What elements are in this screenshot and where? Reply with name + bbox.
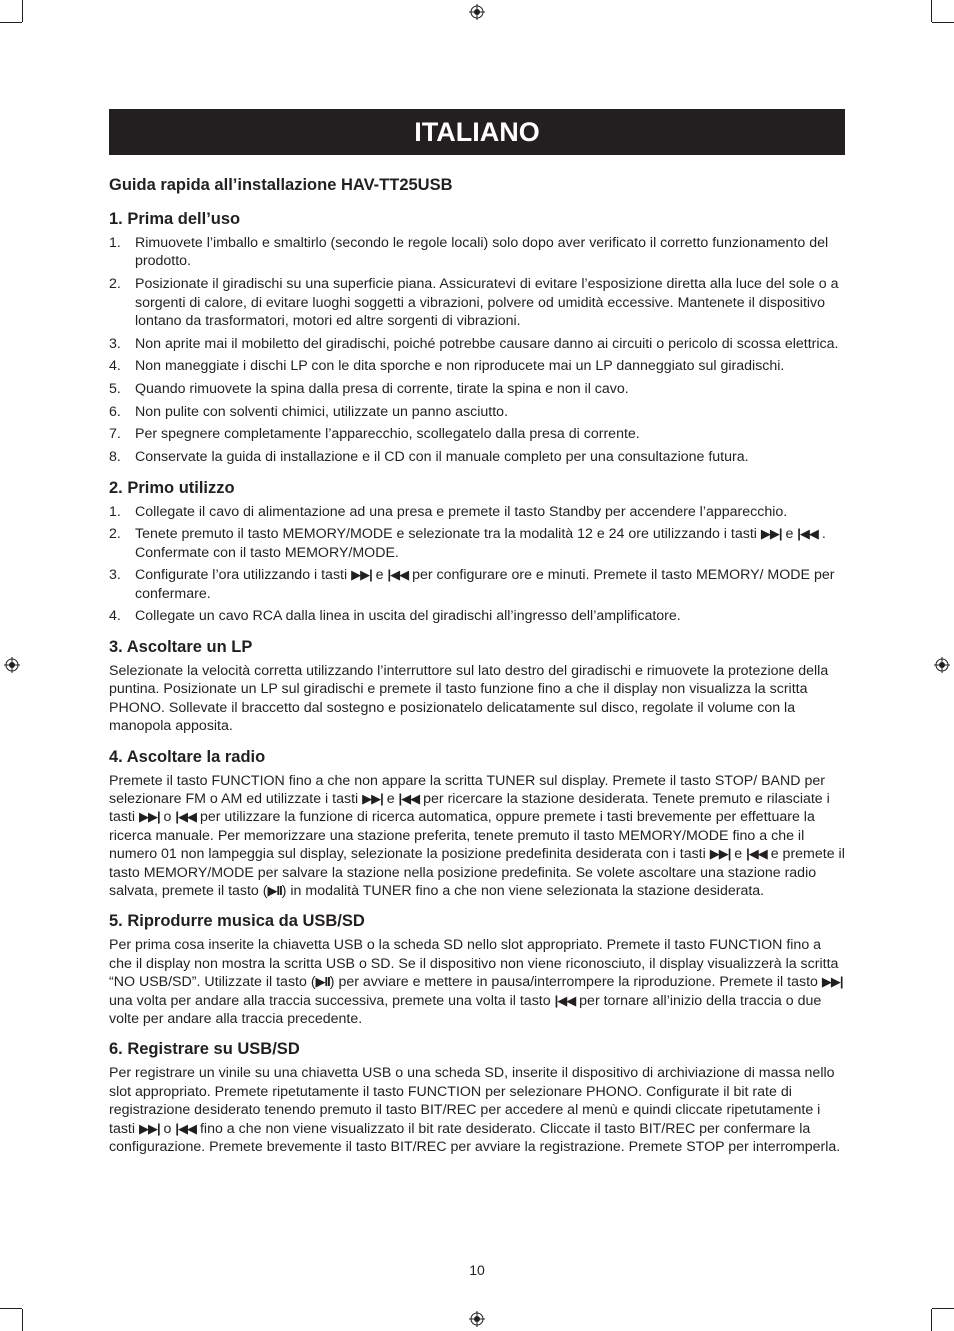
document-title: Guida rapida all’installazione HAV-TT25USB	[109, 176, 453, 194]
page-number: 10	[469, 1262, 485, 1278]
registration-mark-icon	[469, 1311, 485, 1327]
list-item	[109, 448, 846, 466]
list-item-text: . Confermate con il tasto MEMORY/MODE.	[135, 526, 826, 561]
next-track-icon: ▶▶|	[760, 526, 782, 542]
list-item	[109, 525, 846, 562]
list-number: 3.	[109, 567, 121, 584]
list-item	[109, 357, 846, 375]
list-item	[109, 335, 846, 353]
section-heading: 1. Prima dell’uso	[109, 210, 241, 228]
previous-track-icon: |◀◀	[175, 1120, 197, 1136]
next-track-icon: ▶▶|	[351, 567, 372, 583]
list-item	[109, 380, 846, 398]
paragraph-text: una volta per andare alla traccia successiva, premete una volta il tasto	[109, 992, 555, 1009]
previous-track-icon: |◀◀	[554, 992, 576, 1008]
list-item-text: Rimuovete l’imballo e smaltirlo (secondo le regole locali) solo dopo aver verificato il corretto funzionamento del prodotto.	[135, 235, 829, 270]
section-paragraph: Selezionate la velocità corretta utilizzando l’interruttore sul lato destro del giradischi e rimuovete la protezione della puntina. Posizionate un LP sul giradischi e premete il tasto funzione fino a che il display non visualizza la scritta PHONO. Sollevate il braccetto dal sostegno e posizionatelo delicatamente sul disco, regolate il volume con la manopola apposita.	[109, 662, 829, 735]
list-number: 6.	[109, 403, 121, 420]
crop-mark-tl-h	[0, 22, 22, 23]
list-item-text: Posizionate il giradischi su una superficie piana. Assicuratevi di evitare l’esposizione diretta alla luce del sole o a sorgenti di calore, di evitare luoghi soggetti a vibrazioni, polvere od umidità eccessive. Mantenete il dispositivo lontano da trasformatori, motori ed altre sorgenti di vibrazioni.	[135, 276, 839, 329]
crop-mark-br-v	[931, 1309, 932, 1331]
list-number: 8.	[109, 449, 121, 466]
section-riprodurre-usb-sd	[109, 911, 846, 1028]
list-item-text: e	[781, 526, 798, 543]
previous-track-icon: |◀◀	[797, 526, 818, 542]
next-track-icon: ▶▶|	[138, 1120, 160, 1136]
list-item-text: Non pulite con solventi chimici, utilizzate un panno asciutto.	[135, 403, 509, 420]
list-number: 1.	[109, 503, 121, 520]
paragraph-text: o	[159, 1120, 176, 1137]
list-number: 4.	[109, 608, 121, 625]
list-number: 4.	[109, 358, 121, 375]
play-pause-icon: ▶II	[267, 882, 282, 898]
section-registrare-usb-sd	[109, 1039, 846, 1156]
section-heading: 4. Ascoltare la radio	[109, 747, 266, 766]
next-track-icon: ▶▶|	[709, 846, 731, 862]
paragraph-text: e premete il tasto MEMORY/MODE per salvare la stazione nella posizione predefinita. Se volete ascoltare una stazione radio salvata, premete il tasto (	[109, 846, 845, 899]
paragraph-text: ) per avviare e mettere in pausa/interrompere la riproduzione. Premete il tasto	[329, 974, 822, 991]
paragraph-text: per utilizzare la funzione di ricerca automatica, oppure premete i tasti brevemente per effettuare la ricerca manuale. Per memorizzare una stazione preferita, tenete premuto il tasto MEMORY/MODE fino a che il numero 01 non lampeggia sul display, selezionate la posizione predefinita desiderata con i tasti	[109, 809, 815, 863]
registration-mark-icon	[4, 657, 20, 673]
registration-mark-icon	[469, 4, 485, 20]
play-pause-icon: ▶II	[315, 974, 330, 990]
list-item-text: Quando rimuovete la spina dalla presa di corrente, tirate la spina e non il cavo.	[135, 381, 629, 398]
crop-mark-tr-v	[931, 0, 932, 22]
next-track-icon: ▶▶|	[362, 790, 383, 806]
section-paragraph	[109, 936, 846, 1028]
section-heading: 3. Ascoltare un LP	[109, 637, 253, 656]
numbered-list	[109, 503, 846, 626]
paragraph-text: Per prima cosa inserite la chiavetta USB o la scheda SD nello slot appropriato. Premete il tasto FUNCTION fino a che il display non mostra la scritta USB o SD. Se il dispositivo non viene riconosciuto, il display visualizzerà la scritta “NO USB/SD”. Utilizzate il tasto (	[109, 937, 839, 991]
crop-mark-bl-h	[0, 1308, 22, 1309]
registration-mark-icon	[934, 657, 950, 673]
paragraph-text: per tornare all’inizio della traccia o due volte per andare alla traccia precedente.	[109, 992, 822, 1027]
list-number: 1.	[109, 235, 121, 251]
list-item-text: Per spegnere completamente l’apparecchio, scollegatelo dalla presa di corrente.	[135, 426, 640, 443]
list-item	[109, 234, 846, 271]
paragraph-text: ) in modalità TUNER fino a che non viene selezionata la stazione desiderata.	[281, 882, 765, 899]
list-item	[109, 607, 846, 625]
paragraph-text: per ricercare la stazione desiderata. Tenete premuto e rilasciate i tasti	[109, 790, 830, 826]
next-track-icon: ▶▶|	[138, 809, 160, 825]
previous-track-icon: |◀◀	[398, 790, 420, 806]
section-heading: 2. Primo utilizzo	[109, 478, 235, 497]
paragraph-text: fino a che non viene visualizzato il bit rate desiderato. Cliccate il tasto BIT/REC per confermare la configurazione. Premete brevemente il tasto BIT/REC per avviare la registrazione. Premete STOP per interromperla.	[109, 1120, 841, 1155]
list-item-text: e	[371, 567, 388, 584]
list-number: 2.	[109, 276, 121, 293]
numbered-list	[109, 234, 846, 467]
paragraph-text: Premete il tasto FUNCTION fino a che non appare la scritta TUNER sul display. Premete il tasto STOP/ BAND per selezionare FM o AM ed utilizzate i tasti	[109, 772, 825, 807]
list-item	[109, 566, 846, 603]
list-item-text: Non maneggiate i dischi LP con le dita sporche e non riproducete mai un LP danneggiato sul giradischi.	[135, 358, 785, 375]
section-paragraph	[109, 772, 846, 901]
list-item	[109, 275, 846, 330]
section-prima-delluso	[109, 209, 846, 467]
list-number: 5.	[109, 381, 121, 398]
list-item-text: Collegate un cavo RCA dalla linea in uscita del giradischi all’ingresso dell’amplificatore.	[135, 608, 681, 625]
section-heading: 6. Registrare su USB/SD	[109, 1040, 300, 1059]
section-paragraph	[109, 1064, 846, 1156]
section-ascoltare-lp	[109, 637, 846, 736]
previous-track-icon: |◀◀	[175, 809, 197, 825]
document-body	[109, 175, 846, 1167]
list-item-text: Conservate la guida di installazione e il CD con il manuale completo per una consultazione futura.	[135, 449, 749, 466]
list-number: 3.	[109, 335, 121, 352]
list-item	[109, 425, 846, 443]
list-item-text: per configurare ore e minuti. Premete il tasto MEMORY/ MODE per confermare.	[135, 567, 835, 602]
list-number: 2.	[109, 526, 121, 543]
section-ascoltare-radio	[109, 747, 846, 901]
paragraph-text: Per registrare un vinile su una chiavetta USB o una scheda SD, inserite il dispositivo di archiviazione di massa nello slot appropriato. Premete ripetutamente il tasto FUNCTION per selezionare PHONO. Configurate il bit rate di registrazione desiderato tenendo premuto il tasto BIT/REC per accedere al menù e quindi cliccate ripetutamente i tasti	[109, 1065, 835, 1137]
previous-track-icon: |◀◀	[746, 846, 767, 862]
crop-mark-tr-h	[932, 22, 954, 23]
crop-mark-bl-v	[22, 1309, 23, 1331]
list-item	[109, 403, 846, 421]
list-item-text: Collegate il cavo di alimentazione ad una presa e premete il tasto Standby per accendere l’apparecchio.	[135, 503, 788, 520]
section-heading: 5. Riprodurre musica da USB/SD	[109, 912, 365, 931]
paragraph-text: e	[382, 790, 399, 807]
list-item-text: Configurate l’ora utilizzando i tasti	[135, 567, 352, 584]
crop-mark-tl-v	[22, 0, 23, 22]
next-track-icon: ▶▶|	[821, 974, 843, 990]
list-number: 7.	[109, 426, 121, 443]
list-item-text: Non aprite mai il mobiletto del giradischi, poiché potrebbe causare danno ai circuiti o pericolo di scossa elettrica.	[135, 335, 839, 352]
paragraph-text: o	[159, 809, 176, 826]
paragraph-text: e	[730, 846, 747, 863]
section-primo-utilizzo	[109, 478, 846, 626]
list-item	[109, 503, 846, 521]
crop-mark-br-h	[932, 1308, 954, 1309]
previous-track-icon: |◀◀	[387, 567, 409, 583]
list-item-text: Tenete premuto il tasto MEMORY/MODE e selezionate tra la modalità 12 e 24 ore utilizzando i tasti	[135, 526, 761, 543]
language-banner: ITALIANO	[109, 109, 845, 155]
